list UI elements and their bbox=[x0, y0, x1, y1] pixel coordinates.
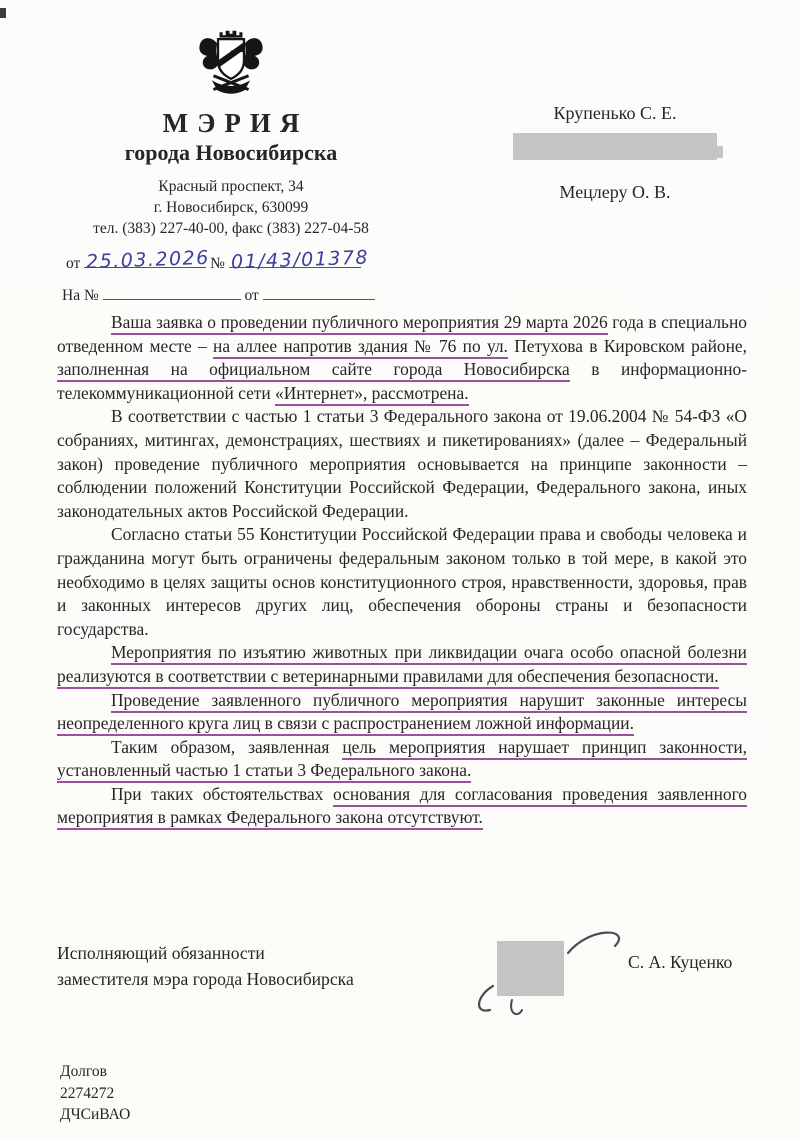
signer-position-line2: заместителя мэра города Новосибирска bbox=[57, 969, 354, 989]
underlined-text: Проведение заявленного публичного мероприятия нарушит законные интересы неопределенного круга лиц в связи с распространением ложной информации. bbox=[57, 690, 747, 737]
reply-number-label: На № bbox=[62, 287, 99, 304]
scan-artifact bbox=[0, 8, 6, 18]
paragraph bbox=[57, 311, 747, 405]
paragraph bbox=[57, 641, 747, 688]
redaction-box bbox=[513, 133, 717, 160]
underlined-text: Ваша заявка о проведении публичного мероприятия 29 марта 2026 bbox=[111, 312, 608, 335]
handwritten-date: 25.03.2026 bbox=[85, 246, 211, 274]
reply-date-blank-line bbox=[263, 284, 375, 300]
text-run: В соответствии с частью 1 статьи 3 Федерального закона от 19.06.2004 № 54-ФЗ «О собраниях, митингах, демонстрациях, шествиях и пикетированиях» (далее – Федеральный закон) проведение публичного мероприятия основывается на принципе законности – соблюдении положений Конституции Российской Федерации, Федерального закона, иных законодательных актов Российской Федерации. bbox=[57, 406, 747, 521]
underlined-text: основания для согласования проведения заявленного мероприятия в рамках Федерального закона отсутствуют. bbox=[57, 784, 747, 831]
addressee-second: Мецлеру О. В. bbox=[559, 182, 671, 202]
incoming-ref-line bbox=[58, 284, 404, 305]
underlined-text: на аллее напротив здания № 76 по ул. bbox=[213, 336, 508, 359]
handwritten-number: 01/43/01378 bbox=[230, 246, 370, 274]
reply-number-blank-line bbox=[103, 284, 241, 300]
paragraph bbox=[57, 523, 747, 641]
paragraph bbox=[57, 689, 747, 736]
addressee-block bbox=[478, 103, 752, 203]
number-blank-line bbox=[229, 246, 370, 274]
paragraph bbox=[57, 736, 747, 783]
signature-redaction-box bbox=[497, 941, 564, 996]
executor-name: Долгов bbox=[60, 1063, 107, 1080]
signer-name: С. А. Куценко bbox=[628, 952, 733, 972]
date-blank-line bbox=[84, 246, 211, 274]
novosibirsk-coat-of-arms-icon bbox=[189, 24, 273, 100]
text-run: Согласно статьи 55 Конституции Российской Федерации права и свободы человека и гражданина могут быть ограничены федеральным законом только в той мере, в какой это необходимо в целях защиты основ конституционного строя, нравственности, здоровья, прав и законных интересов других лиц, обеспечения обороны страны и безопасности государства. bbox=[57, 524, 747, 639]
pen-signature-stroke bbox=[450, 918, 680, 1043]
executor-department: ДЧСиВАО bbox=[60, 1106, 131, 1123]
text-run: Петухова в Кировском районе, bbox=[507, 335, 747, 356]
signer-position-line1: Исполняющий обязанности bbox=[57, 943, 265, 963]
paragraph bbox=[57, 405, 747, 523]
paragraph bbox=[57, 783, 747, 830]
org-phone: тел. (383) 227-40-00, факс (383) 227-04-58 bbox=[93, 220, 369, 237]
executor-phone: 2274272 bbox=[60, 1084, 115, 1102]
org-name-sub: города Новосибирска bbox=[124, 140, 338, 165]
text-run: Таким образом, заявленная bbox=[111, 736, 343, 757]
number-label: № bbox=[210, 255, 225, 272]
text-run: в информационно-телекоммуникационной сети bbox=[57, 359, 747, 403]
letterhead bbox=[58, 24, 404, 305]
addressee-first: Крупенько С. Е. bbox=[553, 103, 677, 123]
from-label: от bbox=[66, 255, 81, 272]
org-name-main: МЭРИЯ bbox=[162, 108, 309, 138]
underlined-text: заполненная на официальном сайте города Новосибирска bbox=[57, 359, 570, 382]
underlined-text: цель мероприятия нарушает принцип законности, установленный частью 1 статьи 3 Федерального закона. bbox=[57, 737, 747, 784]
org-address-city: г. Новосибирск, 630099 bbox=[153, 199, 309, 216]
reply-from-label: от bbox=[244, 287, 259, 304]
text-run: года в специально отведенном месте – bbox=[57, 312, 747, 356]
outgoing-ref-line bbox=[58, 246, 404, 274]
org-address-street: Красный проспект, 34 bbox=[158, 178, 304, 195]
underlined-text: Мероприятия по изъятию животных при ликвидации очага особо опасной болезни реализуются в соответствии с ветеринарными правилами для обеспечения безопасности. bbox=[57, 642, 747, 689]
underlined-text: «Интернет», рассмотрена. bbox=[275, 383, 469, 406]
signer-position bbox=[57, 940, 354, 992]
text-run: При таких обстоятельствах bbox=[111, 783, 333, 804]
executor-block bbox=[60, 1061, 130, 1126]
letter-body bbox=[57, 311, 747, 830]
